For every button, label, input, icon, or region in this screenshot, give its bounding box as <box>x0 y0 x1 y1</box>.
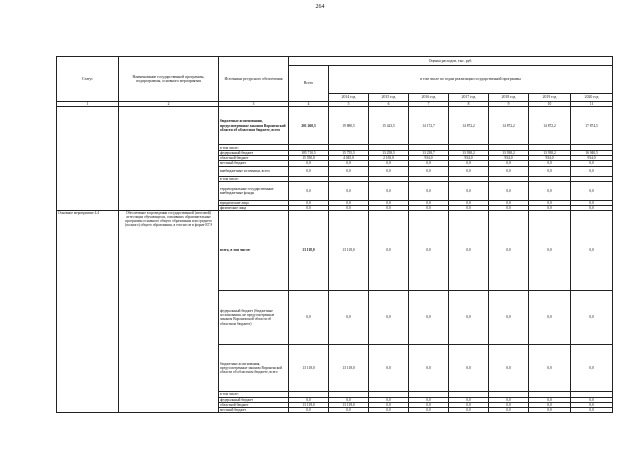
year-value: 15 423,5 <box>369 107 409 145</box>
column-number: 2 <box>119 102 219 107</box>
year-value: 0,0 <box>571 290 613 344</box>
header-year: 2016 год <box>409 94 449 102</box>
year-value: 0,0 <box>449 210 489 290</box>
year-value: 13 118,0 <box>329 344 369 391</box>
total-value: 13 118,0 <box>289 403 329 408</box>
year-value: 0,0 <box>529 397 571 402</box>
year-value: 0,0 <box>449 161 489 166</box>
year-value: 0,0 <box>369 200 409 205</box>
source-label: областной бюджет <box>219 403 289 408</box>
total-value: 0,0 <box>289 205 329 210</box>
year-value: 13 938,2 <box>489 151 529 156</box>
year-value: 0,0 <box>571 344 613 391</box>
year-value: 0,0 <box>329 181 369 200</box>
year-value: 0,0 <box>369 408 409 413</box>
year-value: 19 880,5 <box>329 107 369 145</box>
total-value: 201 260,3 <box>289 107 329 145</box>
header-total: Всего <box>289 66 329 102</box>
year-value: 0,0 <box>449 290 489 344</box>
header-year: 2018 год <box>489 94 529 102</box>
year-value: 0,0 <box>489 166 529 176</box>
source-label: в том числе: <box>219 391 289 397</box>
column-number: 10 <box>529 102 571 107</box>
source-label: в том числе: <box>219 145 289 151</box>
year-value: 0,0 <box>489 397 529 402</box>
total-value: 0,0 <box>289 408 329 413</box>
year-value: 0,0 <box>409 200 449 205</box>
year-value: 0,0 <box>449 403 489 408</box>
header-estimate: Оценка расходов, тыс. руб. <box>289 57 613 66</box>
year-value: 0,0 <box>329 166 369 176</box>
year-value: 0,0 <box>409 344 449 391</box>
source-label: федеральный бюджет (бюджетные ассигнования, не предусмотренные законом Воронежской области об областном бюджете) <box>219 290 289 344</box>
year-value: 0,0 <box>489 161 529 166</box>
year-value: 0,0 <box>329 408 369 413</box>
header-year: 2017 год <box>449 94 489 102</box>
year-value: 0,0 <box>409 290 449 344</box>
year-value: 0,0 <box>409 205 449 210</box>
year-value: 0,0 <box>409 403 449 408</box>
year-value: 0,0 <box>409 166 449 176</box>
year-value: 0,0 <box>489 403 529 408</box>
year-value: 0,0 <box>409 181 449 200</box>
year-value: 0,0 <box>449 408 489 413</box>
column-number: 1 <box>57 102 119 107</box>
year-value: 0,0 <box>369 397 409 402</box>
year-value: 0,0 <box>329 290 369 344</box>
column-number: 6 <box>369 102 409 107</box>
year-value: 0,0 <box>529 210 571 290</box>
status-cell: Основное мероприятие 4.4 <box>57 210 119 412</box>
header-status: Статус <box>57 57 119 102</box>
year-value: 0,0 <box>571 408 613 413</box>
year-value: 2 165,0 <box>369 156 409 161</box>
year-value: 14 172,7 <box>409 107 449 145</box>
year-value: 13 938,2 <box>529 151 571 156</box>
year-value: 0,0 <box>369 161 409 166</box>
total-value: 0,0 <box>289 181 329 200</box>
table-row <box>57 107 613 145</box>
year-value: 0,0 <box>571 200 613 205</box>
year-value: 0,0 <box>571 161 613 166</box>
year-value: 0,0 <box>571 166 613 176</box>
year-value: 0,0 <box>489 181 529 200</box>
year-value: 0,0 <box>369 290 409 344</box>
column-number: 5 <box>329 102 369 107</box>
total-value: 0,0 <box>289 290 329 344</box>
year-value: 0,0 <box>449 344 489 391</box>
year-value: 0,0 <box>449 200 489 205</box>
block1-body <box>57 107 613 211</box>
source-label: внебюджетные источники, всего <box>219 166 289 176</box>
total-value: 13 118,0 <box>289 344 329 391</box>
column-number: 9 <box>489 102 529 107</box>
year-value: 0,0 <box>449 166 489 176</box>
total-value: 185 710,5 <box>289 151 329 156</box>
year-value: 0,0 <box>571 397 613 402</box>
year-value: 934,0 <box>529 156 571 161</box>
year-value: 15 755,5 <box>329 151 369 156</box>
year-value: 13 938,2 <box>449 151 489 156</box>
total-value: 15 550,0 <box>289 156 329 161</box>
year-value: 0,0 <box>489 210 529 290</box>
year-value: 0,0 <box>409 210 449 290</box>
year-value: 0,0 <box>369 344 409 391</box>
year-value: 934,0 <box>489 156 529 161</box>
column-number: 4 <box>289 102 329 107</box>
total-value: 0,0 <box>289 200 329 205</box>
header-name: Наименование государственной программы, подпрограммы, основного мероприятия <box>119 57 219 102</box>
year-value: 0,0 <box>529 200 571 205</box>
source-label: юридические лица <box>219 200 289 205</box>
header-year: 2014 год <box>329 94 369 102</box>
source-label: местный бюджет <box>219 161 289 166</box>
column-number: 7 <box>409 102 449 107</box>
year-value: 934,0 <box>409 156 449 161</box>
year-value: 16 940,5 <box>571 151 613 156</box>
source-label: областной бюджет <box>219 156 289 161</box>
year-value: 0,0 <box>489 290 529 344</box>
header-source: Источники ресурсного обеспечения <box>219 57 289 102</box>
year-value: 14 872,2 <box>449 107 489 145</box>
year-value: 0,0 <box>529 166 571 176</box>
year-value: 0,0 <box>571 210 613 290</box>
year-value: 0,0 <box>329 200 369 205</box>
year-value: 0,0 <box>329 205 369 210</box>
source-label: местный бюджет <box>219 408 289 413</box>
year-value: 0,0 <box>529 161 571 166</box>
header-year: 2019 год <box>529 94 571 102</box>
year-value: 0,0 <box>529 290 571 344</box>
year-value: 0,0 <box>449 205 489 210</box>
source-label: бюджетные ассигнования, предусмотренные законом Воронежской области об областном бюджете, всего <box>219 107 289 145</box>
year-value: 0,0 <box>571 205 613 210</box>
year-value: 0,0 <box>449 181 489 200</box>
source-label: федеральный бюджет <box>219 397 289 402</box>
block2-body <box>57 210 613 412</box>
year-value: 0,0 <box>489 344 529 391</box>
column-number: 11 <box>571 102 613 107</box>
year-value: 13 118,0 <box>329 403 369 408</box>
year-value: 0,0 <box>489 205 529 210</box>
name-cell <box>119 107 219 211</box>
year-value: 14 872,2 <box>529 107 571 145</box>
year-value: 0,0 <box>409 408 449 413</box>
year-value: 0,0 <box>369 205 409 210</box>
year-value: 0,0 <box>449 397 489 402</box>
year-value: 0,0 <box>529 205 571 210</box>
year-value: 0,0 <box>369 403 409 408</box>
year-value: 0,0 <box>489 408 529 413</box>
year-value: 0,0 <box>329 397 369 402</box>
year-value: 0,0 <box>529 344 571 391</box>
year-value: 934,0 <box>571 156 613 161</box>
year-value: 0,0 <box>489 200 529 205</box>
year-value: 0,0 <box>329 161 369 166</box>
year-value: 0,0 <box>529 403 571 408</box>
year-value: 13 238,7 <box>409 151 449 156</box>
source-label: территориальные государственные внебюджетные фонды <box>219 181 289 200</box>
year-value: 17 874,5 <box>571 107 613 145</box>
page-number: 264 <box>315 4 325 10</box>
total-value: 13 118,0 <box>289 210 329 290</box>
year-value: 14 872,2 <box>489 107 529 145</box>
year-value: 0,0 <box>529 181 571 200</box>
source-label: физические лица <box>219 205 289 210</box>
year-value: 0,0 <box>409 397 449 402</box>
year-value: 0,0 <box>571 403 613 408</box>
name-cell: Обеспечение в проведении государственной (итоговой) аттестации обучающихся, освоивших образовательные программы основного общего образования или среднего (полного) общего образования, в том числе в форме ЕГЭ <box>119 210 219 412</box>
source-label: всего, в том числе: <box>219 210 289 290</box>
year-value: 13 118,0 <box>329 210 369 290</box>
total-value: 0,0 <box>289 166 329 176</box>
year-value: 13 258,5 <box>369 151 409 156</box>
total-value: 0,0 <box>289 397 329 402</box>
year-value: 934,0 <box>449 156 489 161</box>
table-row <box>57 210 613 290</box>
total-value: 0,0 <box>289 161 329 166</box>
year-value: 0,0 <box>369 181 409 200</box>
header-year: 2015 год <box>369 94 409 102</box>
column-number: 3 <box>219 102 289 107</box>
year-value: 4 045,0 <box>329 156 369 161</box>
budget-table <box>56 56 613 413</box>
year-value: 0,0 <box>409 161 449 166</box>
year-value: 0,0 <box>369 166 409 176</box>
column-number: 8 <box>449 102 489 107</box>
source-label: в том числе: <box>219 176 289 181</box>
year-value: 0,0 <box>369 210 409 290</box>
year-value: 0,0 <box>571 181 613 200</box>
source-label: бюджетные ассигнования, предусмотренные законом Воронежской области об областном бюджете, всего <box>219 344 289 391</box>
source-label: федеральный бюджет <box>219 151 289 156</box>
year-value: 0,0 <box>529 408 571 413</box>
status-cell <box>57 107 119 211</box>
header-by-years: в том числе по годам реализации государственной программы <box>329 66 613 94</box>
header-year: 2020 год <box>571 94 613 102</box>
